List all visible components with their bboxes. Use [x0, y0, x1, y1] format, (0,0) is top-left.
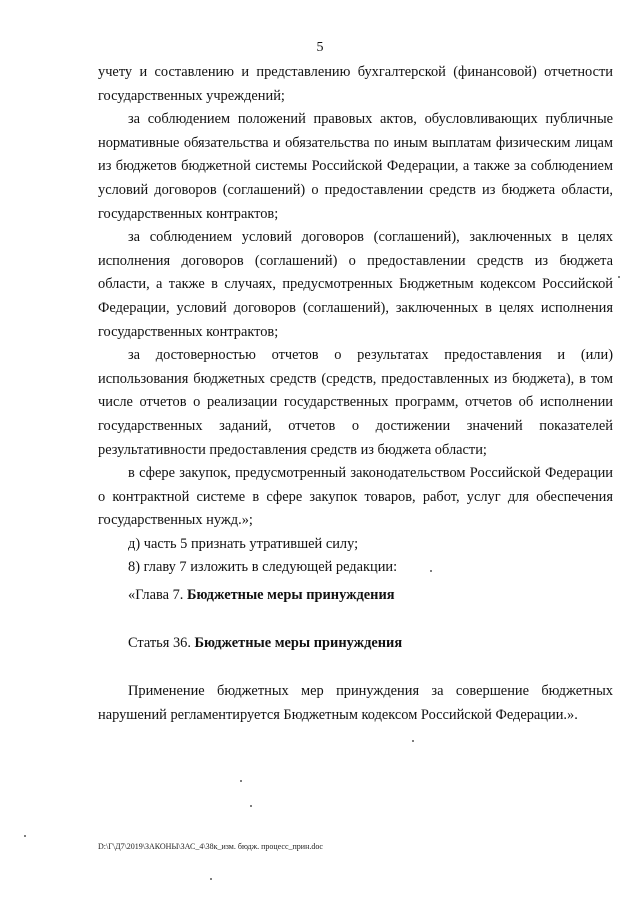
final-paragraph: Применение бюджетных мер принуждения за совершение бюджетных нарушений регламентируется Бюджетным кодексом Российской Федерации.». [98, 683, 613, 723]
chapter-title: Бюджетные меры принуждения [186, 587, 395, 603]
scan-speck [412, 740, 414, 742]
article-heading [98, 632, 613, 656]
paragraph: за соблюдением положений правовых актов, обусловливающих публичные нормативные обязательства и обязательства по иным выплатам физическим лицам из бюджетов бюджетной системы Российской Федерации, а также за соблюдением условий договоров (соглашений) о предоставлении средств из бюджета области, государственных контрактов; [98, 111, 613, 222]
paragraph: за соблюдением условий договоров (соглашений), заключенных в целях исполнения договоров (соглашений) о предоставлении средств из бюджета области, а также в случаях, предусмотренных Бюджетным кодексом Российской Федерации, условий договоров (соглашений), заключенных в целях исполнения государственных контрактов; [98, 229, 613, 340]
final-section [98, 680, 613, 727]
article-title: Бюджетные меры принуждения [194, 635, 403, 651]
footer-file-path: D:\Г\Д7\2019\ЗАКОНЫ\ЗАС_4\38к_изм. бюдж. процесс_прин.doc [98, 842, 323, 851]
scan-speck [250, 805, 252, 807]
chapter-prefix: «Глава 7. [128, 587, 187, 603]
paragraph: 8) главу 7 изложить в следующей редакции: [128, 559, 398, 576]
paragraph: за достоверностью отчетов о результатах предоставления и (или) использования бюджетных средств (средств, предоставленных из бюджета), в том числе отчетов о реализации государственных программ, отчетов об исполнении государственных заданий, отчетов о достижении значений показателей результативности предоставления средств из бюджета области; [98, 347, 613, 458]
scan-speck [618, 276, 620, 278]
chapter-heading [98, 584, 613, 608]
article-prefix: Статья 36. [128, 635, 195, 651]
scan-speck [210, 878, 212, 880]
paragraph: д) часть 5 признать утратившей силу; [128, 535, 359, 552]
scan-speck [430, 570, 432, 572]
paragraph: в сфере закупок, предусмотренный законодательством Российской Федерации о контрактной системе в сфере закупок товаров, работ, услуг для обеспечения государственных нужд.»; [98, 465, 613, 529]
scan-speck [24, 835, 26, 837]
scan-speck [240, 780, 242, 782]
page-number: 5 [316, 40, 324, 55]
paragraph: учету и составлению и представлению бухгалтерской (финансовой) отчетности государственных учреждений; [98, 64, 613, 104]
body-text [98, 61, 613, 580]
